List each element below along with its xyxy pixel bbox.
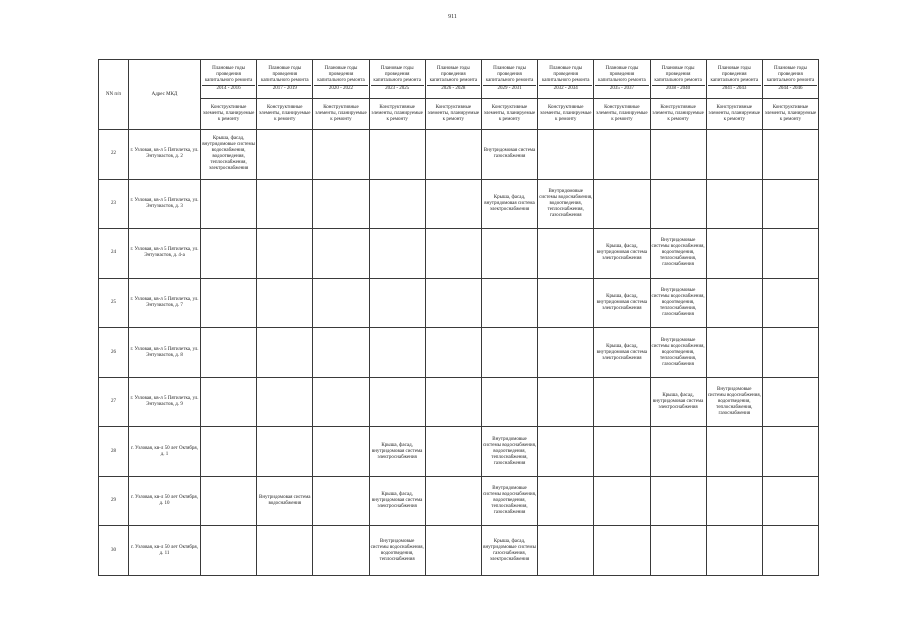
row-number: 26 xyxy=(99,328,129,378)
repair-cell xyxy=(257,130,313,180)
header-num: NN п/п xyxy=(99,60,129,130)
repair-cell xyxy=(481,229,537,279)
repair-cell xyxy=(650,526,706,576)
repair-cell xyxy=(201,278,257,328)
row-address: г. Узловая, кв-л 5 Пятилетка, ул. Энтузиастов, д. 2 xyxy=(129,130,201,180)
repair-cell: Внутридомовые системы водоснабжения, водоотведения, теплоснабжения, газоснабжения xyxy=(706,377,762,427)
row-number: 23 xyxy=(99,179,129,229)
repair-cell: Внутридомовые системы водоснабжения, водоотведения, теплоснабжения, газоснабжения xyxy=(481,427,537,477)
repair-cell xyxy=(201,427,257,477)
header-period xyxy=(538,60,594,99)
repair-cell xyxy=(481,377,537,427)
repair-cell xyxy=(313,328,369,378)
repair-cell xyxy=(425,377,481,427)
header-sub-label: Конструктивные элементы, планируемые к ремонту xyxy=(201,99,257,130)
repair-cell xyxy=(201,377,257,427)
repair-cell xyxy=(762,526,818,576)
header-period-years: 2017 - 2019 xyxy=(258,85,311,92)
header-period-title: Плановые годы проведения капитального ремонта xyxy=(485,66,534,84)
repair-cell xyxy=(538,476,594,526)
repair-cell xyxy=(369,328,425,378)
table-row xyxy=(99,526,819,576)
repair-cell xyxy=(706,179,762,229)
header-period-years: 2038 - 2040 xyxy=(652,85,705,92)
row-number: 29 xyxy=(99,476,129,526)
repair-cell: Внутридомовые системы водоснабжения, водоотведения, теплоснабжения, газоснабжения xyxy=(538,179,594,229)
header-period-years: 2032 - 2034 xyxy=(539,85,592,92)
repair-cell: Крыша, фасад, внутридомовая система электроснабжения xyxy=(369,476,425,526)
repair-cell xyxy=(201,229,257,279)
repair-cell xyxy=(538,130,594,180)
repair-cell xyxy=(762,328,818,378)
row-address: г. Узловая, кв-л 5 Пятилетка, ул. Энтузиастов, д. 8 xyxy=(129,328,201,378)
repair-cell xyxy=(425,179,481,229)
repair-cell xyxy=(369,278,425,328)
repair-cell xyxy=(650,476,706,526)
row-number: 28 xyxy=(99,427,129,477)
header-period xyxy=(481,60,537,99)
header-sub-label: Конструктивные элементы, планируемые к ремонту xyxy=(650,99,706,130)
header-period-years: 2020 - 2022 xyxy=(314,85,367,92)
header-period-years: 2029 - 2031 xyxy=(483,85,536,92)
repair-cell xyxy=(594,526,650,576)
repair-cell xyxy=(425,229,481,279)
repair-cell xyxy=(313,130,369,180)
repair-cell xyxy=(762,278,818,328)
repair-cell xyxy=(201,179,257,229)
header-period-title: Плановые годы проведения капитального ремонта xyxy=(204,66,253,84)
header-sub-label: Конструктивные элементы, планируемые к ремонту xyxy=(762,99,818,130)
repair-cell: Внутридомовая система водоснабжения xyxy=(257,476,313,526)
repair-cell xyxy=(425,130,481,180)
table-row xyxy=(99,278,819,328)
row-address: г. Узловая, кв-л 5 Пятилетка, ул. Энтузиастов, д. 3 xyxy=(129,179,201,229)
repair-cell xyxy=(313,278,369,328)
repair-cell xyxy=(706,229,762,279)
repair-cell: Внутридомовые системы водоснабжения, водоотведения, теплоснабжения, газоснабжения xyxy=(650,328,706,378)
row-number: 22 xyxy=(99,130,129,180)
repair-cell xyxy=(762,179,818,229)
repair-cell xyxy=(650,130,706,180)
header-period xyxy=(201,60,257,99)
header-period xyxy=(425,60,481,99)
header-period-title: Плановые годы проведения капитального ремонта xyxy=(541,66,590,84)
header-sub-label: Конструктивные элементы, планируемые к ремонту xyxy=(425,99,481,130)
header-period-years: 2023 - 2025 xyxy=(371,85,424,92)
table-row xyxy=(99,328,819,378)
repair-cell xyxy=(538,377,594,427)
table-row xyxy=(99,476,819,526)
header-address: Адрес МКД xyxy=(129,60,201,130)
repair-cell xyxy=(201,526,257,576)
repair-cell xyxy=(481,328,537,378)
repair-cell xyxy=(425,427,481,477)
repair-cell xyxy=(594,130,650,180)
repair-cell xyxy=(257,328,313,378)
row-address: г. Узловая, кв-л 50 лет Октября, д. 1 xyxy=(129,427,201,477)
repair-cell xyxy=(762,229,818,279)
header-period xyxy=(257,60,313,99)
repair-cell: Крыша, фасад, внутридомовые системы водоснабжения, водоотведения, теплоснабжения, электроснабжения xyxy=(201,130,257,180)
repair-cell xyxy=(706,526,762,576)
row-address: г. Узловая, кв-л 50 лет Октября, д. 10 xyxy=(129,476,201,526)
header-sub-label: Конструктивные элементы, планируемые к ремонту xyxy=(594,99,650,130)
repair-cell xyxy=(650,179,706,229)
repair-cell xyxy=(425,328,481,378)
repair-cell xyxy=(538,328,594,378)
repair-cell xyxy=(538,526,594,576)
table-row xyxy=(99,427,819,477)
header-period-title: Плановые годы проведения капитального ремонта xyxy=(710,66,759,84)
repair-cell xyxy=(369,130,425,180)
row-number: 30 xyxy=(99,526,129,576)
repair-cell xyxy=(594,377,650,427)
header-period-title: Плановые годы проведения капитального ремонта xyxy=(373,66,421,84)
repair-cell xyxy=(313,427,369,477)
repair-cell xyxy=(313,229,369,279)
header-sub-label: Конструктивные элементы, планируемые к ремонту xyxy=(369,99,425,130)
table-row xyxy=(99,229,819,279)
header-period-years: 2026 - 2028 xyxy=(427,85,480,92)
repair-cell xyxy=(257,229,313,279)
repair-cell xyxy=(706,278,762,328)
repair-cell xyxy=(706,130,762,180)
repair-cell xyxy=(201,476,257,526)
header-sub-label: Конструктивные элементы, планируемые к ремонту xyxy=(538,99,594,130)
repair-cell xyxy=(369,229,425,279)
repair-cell: Внутридомовые системы водоснабжения, водоотведения, теплоснабжения, газоснабжения xyxy=(481,476,537,526)
repair-cell xyxy=(762,427,818,477)
header-period xyxy=(594,60,650,99)
repair-cell xyxy=(369,179,425,229)
repair-cell xyxy=(313,526,369,576)
header-sub-label: Конструктивные элементы, планируемые к ремонту xyxy=(706,99,762,130)
row-address: г. Узловая, кв-л 5 Пятилетка, ул. Энтузиастов, д. 9 xyxy=(129,377,201,427)
repair-cell: Крыша, фасад, внутридомовая система электроснабжения xyxy=(594,229,650,279)
row-number: 27 xyxy=(99,377,129,427)
repair-cell xyxy=(538,427,594,477)
repair-cell xyxy=(706,427,762,477)
repair-cell xyxy=(425,526,481,576)
repair-cell xyxy=(257,179,313,229)
header-period-years: 2035 - 2037 xyxy=(595,85,648,92)
repair-cell xyxy=(425,476,481,526)
repair-cell xyxy=(538,278,594,328)
row-address: г. Узловая, кв-л 5 Пятилетка, ул. Энтузиастов, д. 7 xyxy=(129,278,201,328)
repair-cell xyxy=(313,377,369,427)
repair-schedule-table xyxy=(98,59,819,576)
header-period xyxy=(650,60,706,99)
repair-cell: Внутридомовая система газоснабжения xyxy=(481,130,537,180)
row-number: 24 xyxy=(99,229,129,279)
header-period-title: Плановые годы проведения капитального ремонта xyxy=(317,66,365,84)
header-sub-label: Конструктивные элементы, планируемые к ремонту xyxy=(257,99,313,130)
repair-cell xyxy=(313,476,369,526)
header-period-title: Плановые годы проведения капитального ремонта xyxy=(598,66,646,84)
header-period-years: 2044 - 2046 xyxy=(764,85,817,92)
row-address: г. Узловая, кв-л 50 лет Октября, д. 11 xyxy=(129,526,201,576)
header-period xyxy=(369,60,425,99)
repair-cell xyxy=(650,427,706,477)
repair-cell: Крыша, фасад, внутридомовая система электроснабжения xyxy=(481,179,537,229)
table-row xyxy=(99,377,819,427)
repair-cell: Крыша, фасад, внутридомовые системы газоснабжения, электроснабжения xyxy=(481,526,537,576)
repair-cell xyxy=(201,328,257,378)
header-period-title: Плановые годы проведения капитального ремонта xyxy=(429,66,478,84)
header-period-title: Плановые годы проведения капитального ремонта xyxy=(766,66,815,84)
table-row xyxy=(99,179,819,229)
header-period-title: Плановые годы проведения капитального ремонта xyxy=(654,66,702,84)
repair-cell xyxy=(257,278,313,328)
repair-cell: Крыша, фасад, внутридомовая система электроснабжения xyxy=(594,328,650,378)
row-address: г. Узловая, кв-л 5 Пятилетка, ул. Энтузиастов, д. 4-а xyxy=(129,229,201,279)
header-period xyxy=(706,60,762,99)
header-sub-label: Конструктивные элементы, планируемые к ремонту xyxy=(313,99,369,130)
repair-cell xyxy=(762,130,818,180)
repair-cell: Крыша, фасад, внутридомовая система электроснабжения xyxy=(650,377,706,427)
repair-cell xyxy=(257,377,313,427)
repair-cell xyxy=(594,476,650,526)
repair-cell: Крыша, фасад, внутридомовая система электроснабжения xyxy=(369,427,425,477)
page-number: 911 xyxy=(448,14,457,20)
repair-cell xyxy=(538,229,594,279)
repair-cell xyxy=(369,377,425,427)
table-row xyxy=(99,130,819,180)
repair-cell xyxy=(425,278,481,328)
repair-cell xyxy=(706,328,762,378)
repair-cell xyxy=(257,526,313,576)
repair-cell xyxy=(313,179,369,229)
header-period-years: 2014 - 2016 xyxy=(202,85,255,92)
repair-cell xyxy=(594,427,650,477)
repair-cell xyxy=(481,278,537,328)
header-period xyxy=(313,60,369,99)
repair-cell xyxy=(257,427,313,477)
header-period xyxy=(762,60,818,99)
repair-cell: Крыша, фасад, внутридомовая система электроснабжения xyxy=(594,278,650,328)
repair-cell xyxy=(594,179,650,229)
row-number: 25 xyxy=(99,278,129,328)
repair-cell: Внутридомовые системы водоснабжения, водоотведения, теплоснабжения, газоснабжения xyxy=(650,229,706,279)
repair-cell: Внутридомовые системы водоснабжения, водоотведения, теплоснабжения xyxy=(369,526,425,576)
repair-cell xyxy=(762,476,818,526)
repair-cell xyxy=(706,476,762,526)
header-period-years: 2041 - 2043 xyxy=(708,85,761,92)
repair-cell: Внутридомовые системы водоснабжения, водоотведения, теплоснабжения, газоснабжения xyxy=(650,278,706,328)
repair-cell xyxy=(762,377,818,427)
header-period-title: Плановые годы проведения капитального ремонта xyxy=(261,66,309,84)
header-sub-label: Конструктивные элементы, планируемые к ремонту xyxy=(481,99,537,130)
